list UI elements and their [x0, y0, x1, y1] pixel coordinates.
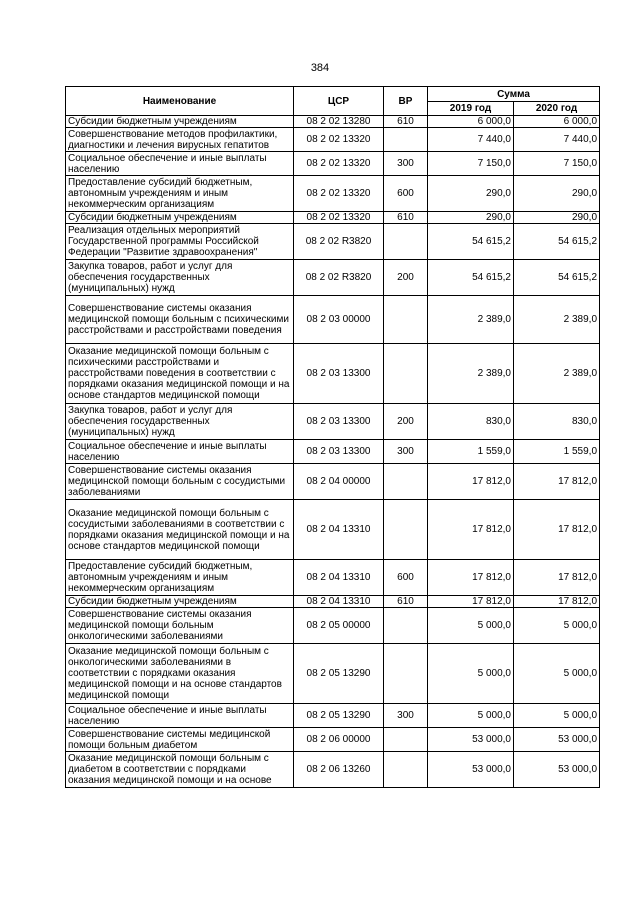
row-sum-2019-cell: 2 389,0 [428, 296, 514, 344]
row-name-cell: Совершенствование системы оказания медицинской помощи больным с психическими расстройствами и расстройствами поведения [66, 296, 294, 344]
row-csr-cell: 08 2 05 13290 [294, 704, 384, 728]
row-vr-cell [384, 344, 428, 404]
row-csr-cell: 08 2 03 13300 [294, 344, 384, 404]
page-number: 384 [310, 62, 330, 74]
row-vr-cell: 600 [384, 560, 428, 596]
row-csr-cell: 08 2 04 13310 [294, 560, 384, 596]
row-sum-2020-cell: 5 000,0 [514, 704, 600, 728]
row-vr-cell [384, 752, 428, 788]
table-row [66, 464, 600, 500]
row-name-cell: Социальное обеспечение и иные выплаты населению [66, 440, 294, 464]
header-sum: Сумма [428, 87, 600, 102]
row-name-cell: Субсидии бюджетным учреждениям [66, 596, 294, 608]
table-row [66, 440, 600, 464]
row-csr-cell: 08 2 04 13310 [294, 500, 384, 560]
table-row [66, 608, 600, 644]
row-csr-cell: 08 2 02 R3820 [294, 224, 384, 260]
row-sum-2020-cell: 290,0 [514, 212, 600, 224]
row-sum-2020-cell: 2 389,0 [514, 344, 600, 404]
row-sum-2020-cell: 5 000,0 [514, 608, 600, 644]
row-csr-cell: 08 2 02 13320 [294, 176, 384, 212]
row-vr-cell: 300 [384, 704, 428, 728]
row-sum-2020-cell: 830,0 [514, 404, 600, 440]
row-sum-2020-cell: 17 812,0 [514, 596, 600, 608]
row-name-cell: Оказание медицинской помощи больным с онкологическими заболеваниями в соответствии с порядками оказания медицинской помощи и на основе стандартов медицинской помощи [66, 644, 294, 704]
table-row [66, 128, 600, 152]
row-sum-2019-cell: 17 812,0 [428, 596, 514, 608]
row-vr-cell [384, 728, 428, 752]
row-sum-2019-cell: 5 000,0 [428, 704, 514, 728]
row-name-cell: Оказание медицинской помощи больным с психическими расстройствами и расстройствами поведения в соответствии с порядками оказания медицинской помощи и на основе стандартов медицинской помощи [66, 344, 294, 404]
row-sum-2020-cell: 5 000,0 [514, 644, 600, 704]
row-vr-cell: 300 [384, 152, 428, 176]
header-csr: ЦСР [294, 87, 384, 116]
row-vr-cell [384, 464, 428, 500]
row-name-cell: Предоставление субсидий бюджетным, автономным учреждениям и иным некоммерческим организациям [66, 560, 294, 596]
row-csr-cell: 08 2 03 13300 [294, 404, 384, 440]
row-sum-2019-cell: 290,0 [428, 212, 514, 224]
row-sum-2019-cell: 17 812,0 [428, 560, 514, 596]
row-sum-2019-cell: 5 000,0 [428, 644, 514, 704]
row-name-cell: Совершенствование системы медицинской помощи больным диабетом [66, 728, 294, 752]
row-vr-cell [384, 296, 428, 344]
row-sum-2019-cell: 53 000,0 [428, 728, 514, 752]
table-row [66, 596, 600, 608]
table-row [66, 560, 600, 596]
table-row [66, 644, 600, 704]
row-sum-2019-cell: 7 440,0 [428, 128, 514, 152]
row-vr-cell [384, 608, 428, 644]
row-csr-cell: 08 2 02 13320 [294, 212, 384, 224]
row-sum-2019-cell: 6 000,0 [428, 116, 514, 128]
table-row [66, 704, 600, 728]
row-vr-cell: 300 [384, 440, 428, 464]
header-year-2020: 2020 год [514, 102, 600, 116]
row-csr-cell: 08 2 03 00000 [294, 296, 384, 344]
row-csr-cell: 08 2 02 13280 [294, 116, 384, 128]
table-body [66, 116, 600, 788]
row-sum-2020-cell: 54 615,2 [514, 260, 600, 296]
row-name-cell: Совершенствование методов профилактики, диагностики и лечения вирусных гепатитов [66, 128, 294, 152]
row-sum-2020-cell: 1 559,0 [514, 440, 600, 464]
row-name-cell: Социальное обеспечение и иные выплаты населению [66, 152, 294, 176]
row-name-cell: Закупка товаров, работ и услуг для обеспечения государственных (муниципальных) нужд [66, 404, 294, 440]
row-csr-cell: 08 2 02 13320 [294, 152, 384, 176]
table-row [66, 752, 600, 788]
row-vr-cell: 610 [384, 116, 428, 128]
row-sum-2019-cell: 2 389,0 [428, 344, 514, 404]
row-csr-cell: 08 2 02 R3820 [294, 260, 384, 296]
row-vr-cell: 610 [384, 596, 428, 608]
row-name-cell: Оказание медицинской помощи больным с диабетом в соответствии с порядками оказания медицинской помощи и на основе [66, 752, 294, 788]
row-vr-cell: 200 [384, 404, 428, 440]
row-sum-2020-cell: 290,0 [514, 176, 600, 212]
row-vr-cell: 200 [384, 260, 428, 296]
row-vr-cell: 610 [384, 212, 428, 224]
row-name-cell: Субсидии бюджетным учреждениям [66, 116, 294, 128]
table-row [66, 500, 600, 560]
table-row [66, 176, 600, 212]
header-year-2019: 2019 год [428, 102, 514, 116]
row-sum-2019-cell: 54 615,2 [428, 224, 514, 260]
row-sum-2019-cell: 830,0 [428, 404, 514, 440]
row-sum-2019-cell: 54 615,2 [428, 260, 514, 296]
row-sum-2019-cell: 17 812,0 [428, 464, 514, 500]
row-vr-cell: 600 [384, 176, 428, 212]
row-sum-2019-cell: 17 812,0 [428, 500, 514, 560]
row-name-cell: Социальное обеспечение и иные выплаты населению [66, 704, 294, 728]
row-sum-2019-cell: 53 000,0 [428, 752, 514, 788]
row-sum-2020-cell: 17 812,0 [514, 464, 600, 500]
row-sum-2020-cell: 17 812,0 [514, 560, 600, 596]
row-sum-2020-cell: 53 000,0 [514, 728, 600, 752]
row-sum-2019-cell: 290,0 [428, 176, 514, 212]
row-name-cell: Совершенствование системы оказания медицинской помощи больным с сосудистыми заболеваниями [66, 464, 294, 500]
table-row [66, 260, 600, 296]
row-vr-cell [384, 128, 428, 152]
table-row [66, 152, 600, 176]
row-name-cell: Субсидии бюджетным учреждениям [66, 212, 294, 224]
row-csr-cell: 08 2 06 13260 [294, 752, 384, 788]
row-sum-2020-cell: 7 440,0 [514, 128, 600, 152]
row-csr-cell: 08 2 03 13300 [294, 440, 384, 464]
row-vr-cell [384, 644, 428, 704]
header-vr: ВР [384, 87, 428, 116]
table-row [66, 212, 600, 224]
row-csr-cell: 08 2 06 00000 [294, 728, 384, 752]
row-vr-cell [384, 500, 428, 560]
header-name: Наименование [66, 87, 294, 116]
row-sum-2020-cell: 6 000,0 [514, 116, 600, 128]
table-row [66, 344, 600, 404]
table-row [66, 728, 600, 752]
row-csr-cell: 08 2 05 00000 [294, 608, 384, 644]
row-sum-2019-cell: 5 000,0 [428, 608, 514, 644]
row-sum-2020-cell: 53 000,0 [514, 752, 600, 788]
row-sum-2019-cell: 7 150,0 [428, 152, 514, 176]
budget-table [65, 86, 600, 788]
row-vr-cell [384, 224, 428, 260]
row-name-cell: Оказание медицинской помощи больным с сосудистыми заболеваниями в соответствии с порядками оказания медицинской помощи и на основе стандартов медицинской помощи [66, 500, 294, 560]
row-sum-2020-cell: 54 615,2 [514, 224, 600, 260]
row-sum-2020-cell: 17 812,0 [514, 500, 600, 560]
row-csr-cell: 08 2 02 13320 [294, 128, 384, 152]
row-name-cell: Совершенствование системы оказания медицинской помощи больным онкологическими заболеваниями [66, 608, 294, 644]
row-sum-2020-cell: 7 150,0 [514, 152, 600, 176]
row-sum-2019-cell: 1 559,0 [428, 440, 514, 464]
table-row [66, 224, 600, 260]
table-row [66, 404, 600, 440]
table-row [66, 296, 600, 344]
row-csr-cell: 08 2 05 13290 [294, 644, 384, 704]
table-row [66, 116, 600, 128]
row-csr-cell: 08 2 04 00000 [294, 464, 384, 500]
row-name-cell: Закупка товаров, работ и услуг для обеспечения государственных (муниципальных) нужд [66, 260, 294, 296]
row-sum-2020-cell: 2 389,0 [514, 296, 600, 344]
row-csr-cell: 08 2 04 13310 [294, 596, 384, 608]
row-name-cell: Предоставление субсидий бюджетным, автономным учреждениям и иным некоммерческим организациям [66, 176, 294, 212]
row-name-cell: Реализация отдельных мероприятий Государственной программы Российской Федерации "Развитие здравоохранения" [66, 224, 294, 260]
